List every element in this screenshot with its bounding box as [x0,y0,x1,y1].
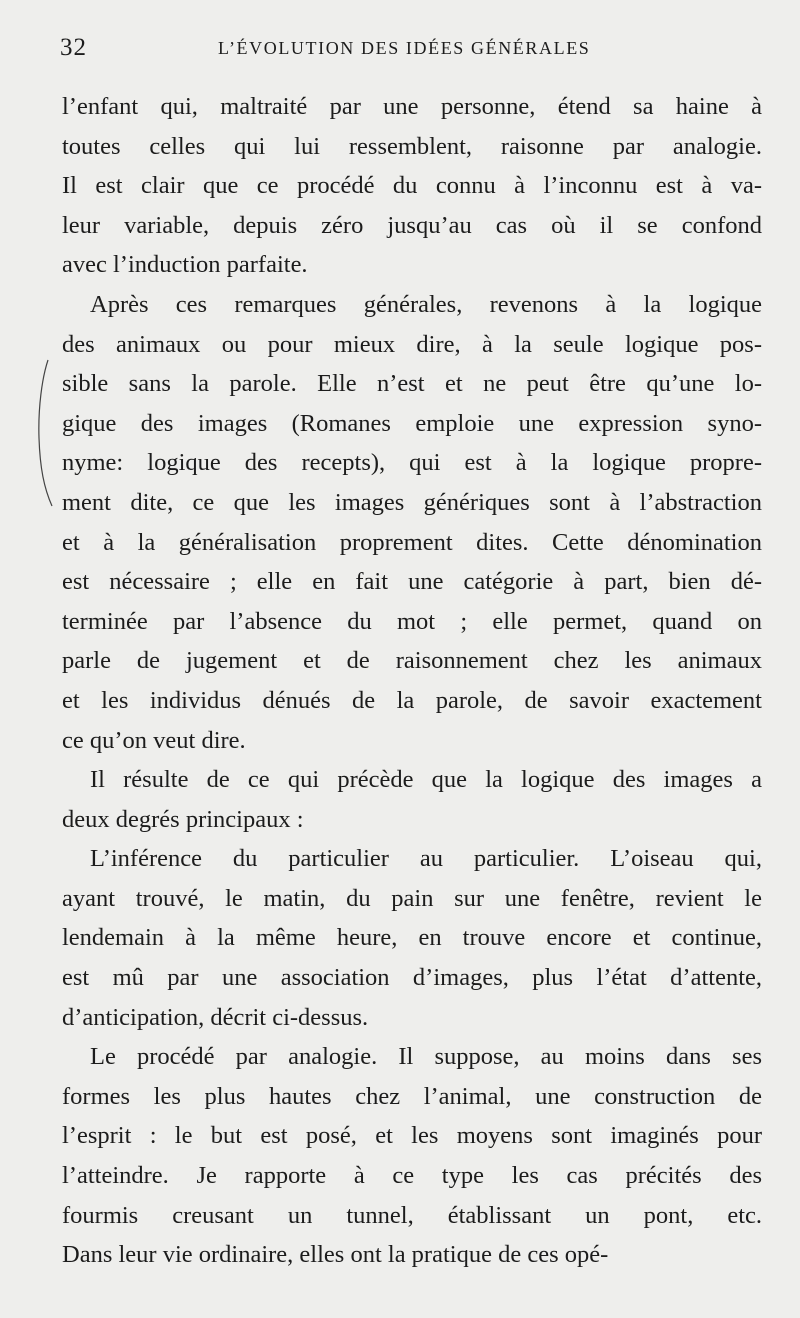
margin-bracket-mark [34,358,56,508]
text-line: terminée par l’absence du mot ; elle permet, quand on [62,607,762,635]
paragraph [62,285,762,760]
text-line: lendemain à la même heure, en trouve encore et continue, [62,924,762,952]
text-line: leur variable, depuis zéro jusqu’au cas où il se confond [62,211,762,239]
text-line: d’anticipation, décrit ci-dessus. [62,1003,369,1031]
text-line: Il résulte de ce qui précède que la logique des images a [90,766,762,794]
running-title: L’ÉVOLUTION DES IDÉES GÉNÉRALES [218,38,591,58]
text-line: et les individus dénués de la parole, de savoir exactement [62,686,762,714]
text-line: toutes celles qui lui ressemblent, raisonne par analogie. [62,132,762,160]
page-number: 32 [60,34,87,61]
text-line: et à la généralisation proprement dites. Cette dénomination [62,528,762,556]
body-text [62,87,762,1275]
text-line: l’esprit : le but est posé, et les moyens sont imaginés pour [62,1122,762,1150]
paragraph [62,760,762,839]
page-header [60,34,760,68]
text-line: gique des images (Romanes emploie une expression syno- [62,409,762,437]
text-line: L’inférence du particulier au particulier. L’oiseau qui, [90,845,762,873]
text-line: ayant trouvé, le matin, du pain sur une fenêtre, revient le [62,884,762,912]
text-line: ce qu’on veut dire. [62,726,246,754]
text-line: l’enfant qui, maltraité par une personne, étend sa haine à [62,93,762,120]
text-line: parle de jugement et de raisonnement chez les animaux [62,647,762,675]
text-line: ment dite, ce que les images génériques sont à l’abstraction [62,488,762,516]
text-line: fourmis creusant un tunnel, établissant un pont, etc. [62,1201,762,1229]
text-line: des animaux ou pour mieux dire, à la seule logique pos- [62,330,762,358]
text-line: est mû par une association d’images, plus l’état d’attente, [62,964,762,992]
text-line: Dans leur vie ordinaire, elles ont la pratique de ces opé- [62,1241,609,1269]
text-line: avec l’induction parfaite. [62,251,308,279]
text-line: sible sans la parole. Elle n’est et ne peut être qu’une lo- [62,370,762,398]
text-line: deux degrés principaux : [62,805,304,833]
text-line: nyme: logique des recepts), qui est à la logique propre- [62,449,762,477]
text-line: l’atteindre. Je rapporte à ce type les cas précités des [62,1162,762,1190]
text-line: est nécessaire ; elle en fait une catégorie à part, bien dé- [62,568,762,596]
paragraph [62,87,762,285]
text-line: formes les plus hautes chez l’animal, une construction de [62,1082,762,1110]
text-line: Après ces remarques générales, revenons à la logique [90,290,762,318]
paragraph [62,1037,762,1275]
text-line: Il est clair que ce procédé du connu à l’inconnu est à va- [62,172,762,200]
paragraph [62,839,762,1037]
text-line: Le procédé par analogie. Il suppose, au moins dans ses [90,1043,762,1071]
